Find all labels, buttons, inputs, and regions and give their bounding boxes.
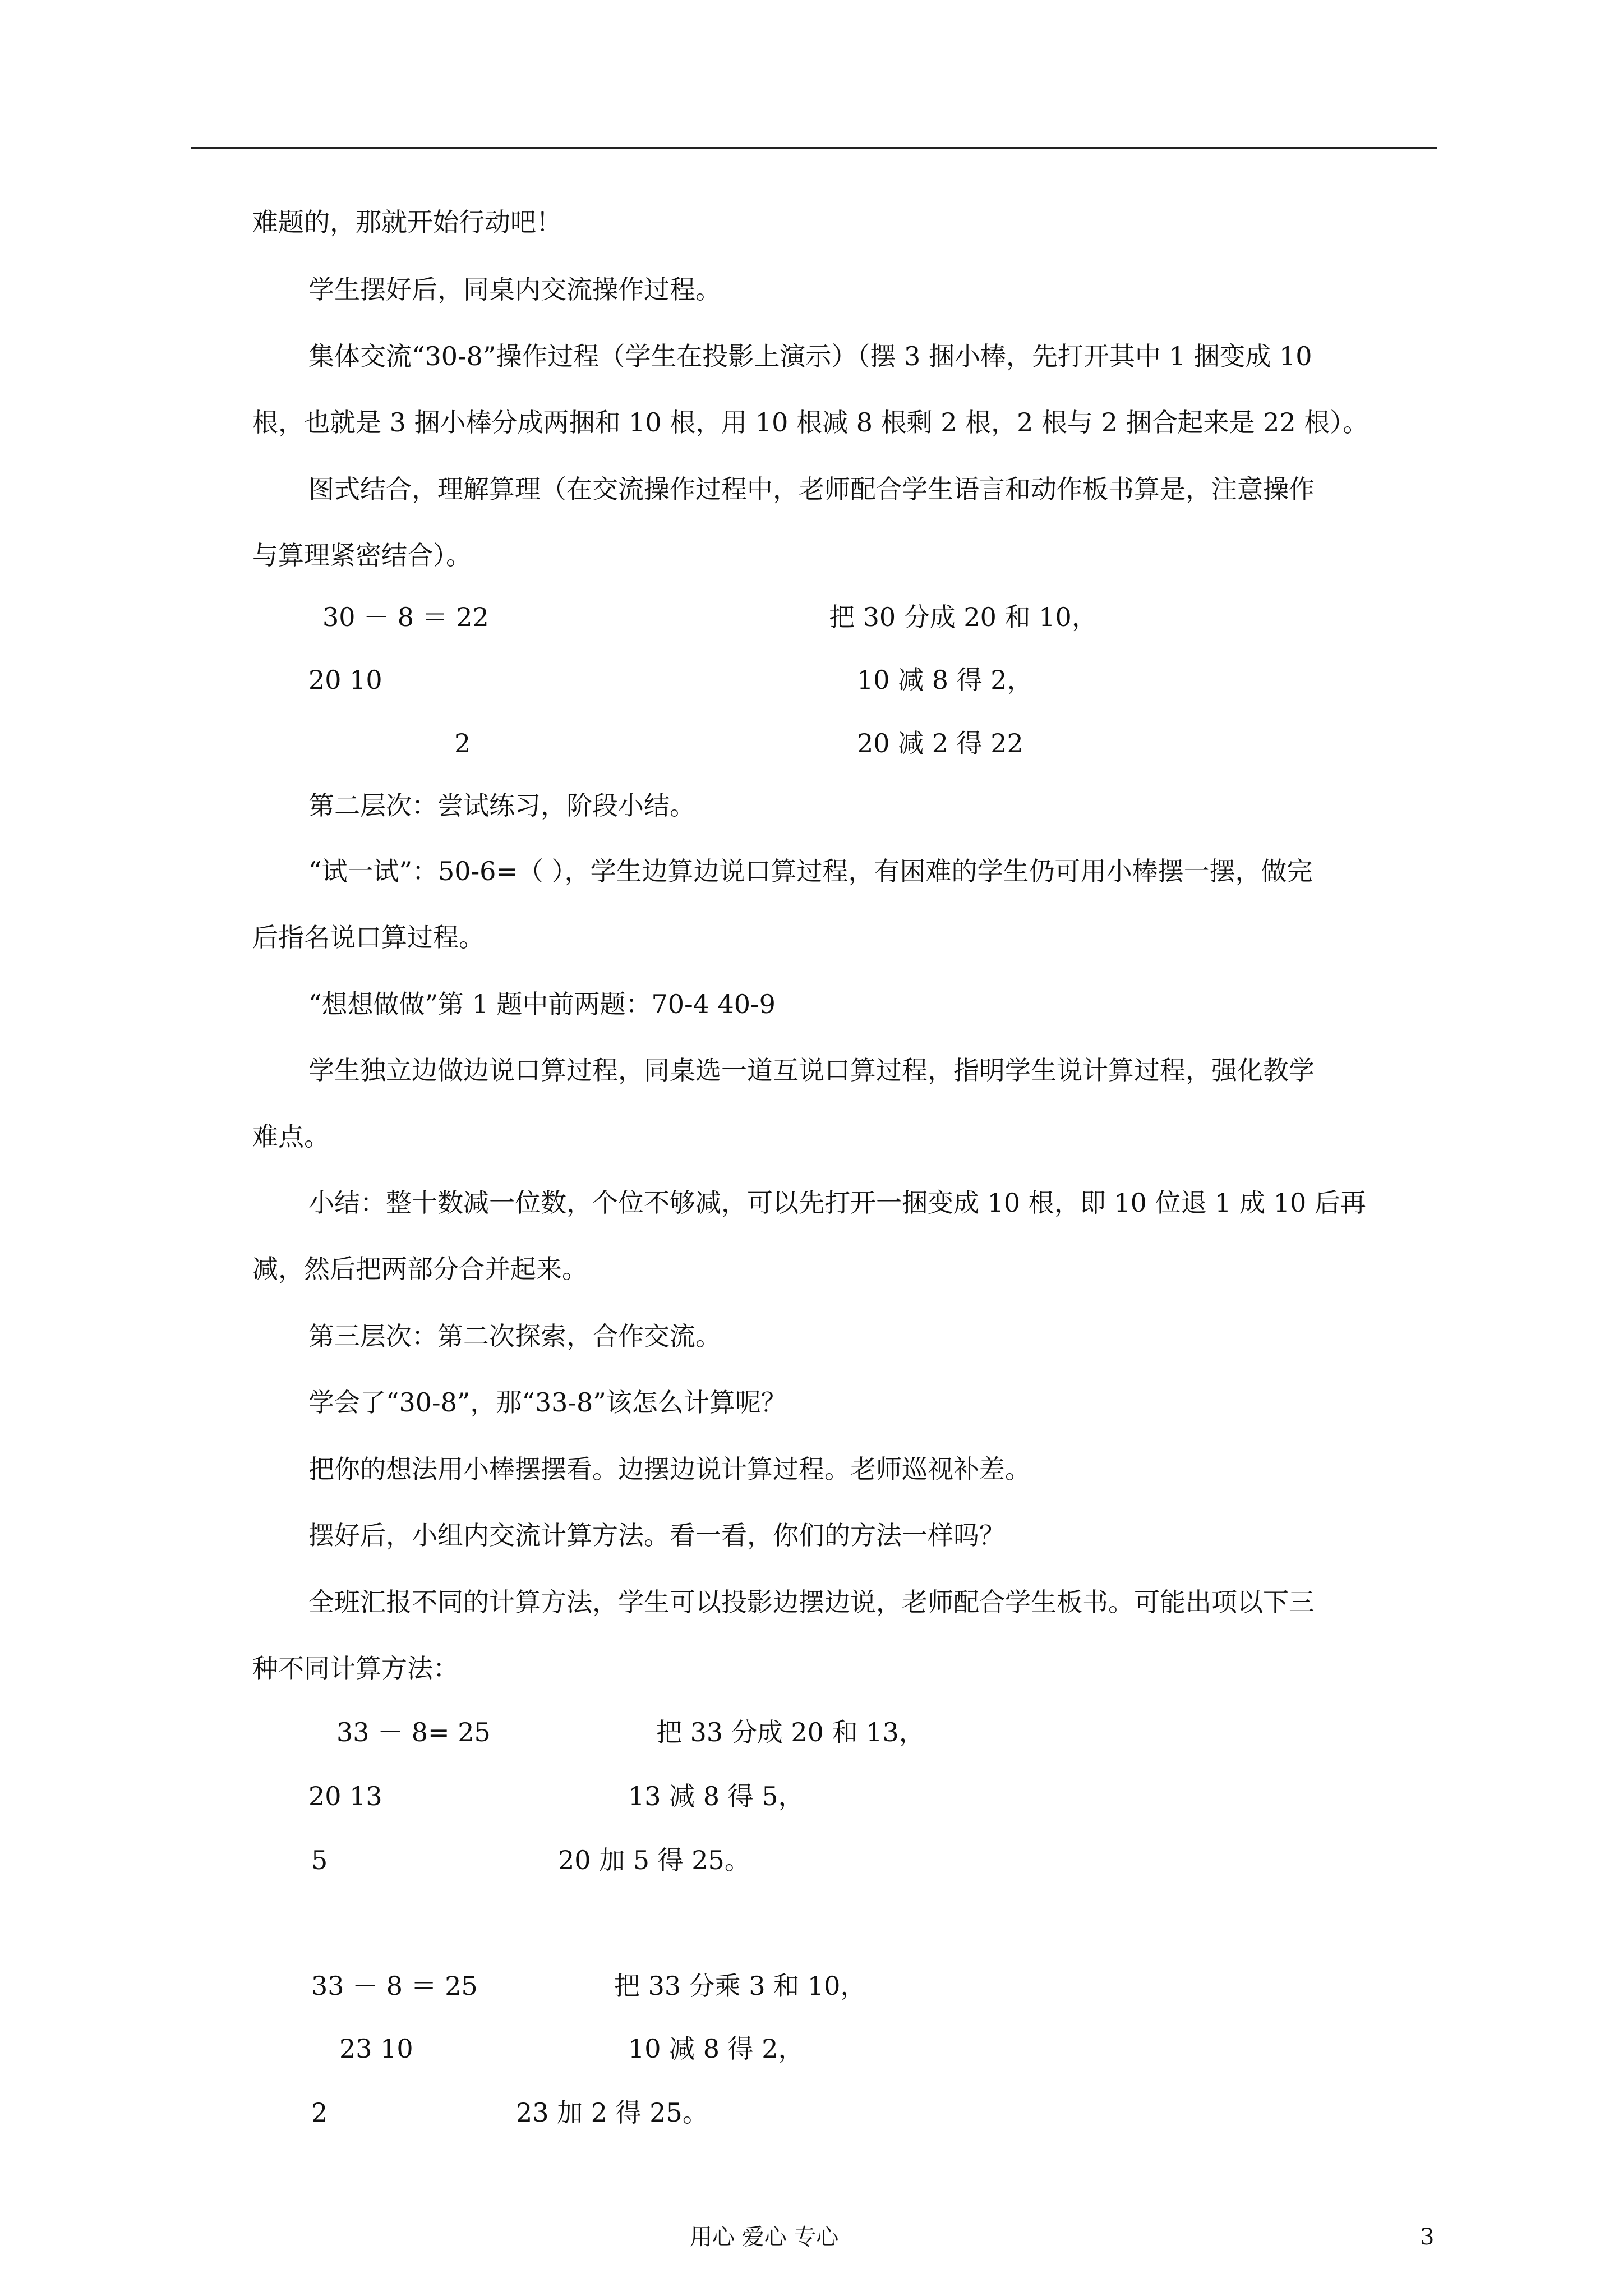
explanation-line: 10 减 8 得 2， — [628, 2033, 804, 2064]
text-line: 小结：整十数减一位数，个位不够减，可以先打开一捆变成 10 根，即 10 位退 1 成 10 后再 — [308, 1188, 1366, 1218]
text-line: 学生摆好后，同桌内交流操作过程。 — [308, 274, 721, 305]
text-line: 根，也就是 3 捆小棒分成两捆和 10 根，用 10 根减 8 根剩 2 根，2 根与 2 捆合起来是 22 根）。 — [252, 407, 1369, 438]
explanation-line: 把 33 分成 20 和 13， — [656, 1717, 925, 1747]
text-line: 第三层次：第二次探索，合作交流。 — [308, 1321, 721, 1351]
explanation-line: 23 加 2 得 25。 — [516, 2097, 708, 2128]
explanation-line: 20 减 2 得 22 — [857, 728, 1023, 758]
explanation-line: 13 减 8 得 5， — [628, 1781, 804, 1811]
footer-motto: 用心 爱心 专心 — [690, 2224, 839, 2250]
equation-line: 33 － 8= 25 — [336, 1717, 491, 1747]
text-line: “试一试”：50-6=（ ），学生边算边说口算过程，有困难的学生仍可用小棒摆一摆，做完 — [308, 856, 1313, 886]
text-line: 与算理紧密结合）。 — [252, 540, 472, 570]
text-line: 学生独立边做边说口算过程，同桌选一道互说口算过程，指明学生说计算过程，强化教学 — [308, 1055, 1315, 1085]
text-line: 后指名说口算过程。 — [252, 922, 485, 953]
text-line: 把你的想法用小棒摆摆看。边摆边说计算过程。老师巡视补差。 — [308, 1454, 1031, 1484]
explanation-line: 把 30 分成 20 和 10， — [829, 602, 1098, 632]
text-line: 种不同计算方法： — [252, 1653, 459, 1683]
text-line: 学会了“30-8”，那“33-8”该怎么计算呢？ — [308, 1387, 787, 1418]
explanation-line: 20 加 5 得 25。 — [558, 1845, 750, 1875]
split-line: 20 10 — [308, 665, 382, 695]
text-line: 减，然后把两部分合并起来。 — [252, 1254, 588, 1284]
split-line: 5 — [311, 1845, 328, 1875]
equation-line: 30 － 8 ＝ 22 — [322, 602, 489, 632]
text-line: 第二层次：尝试练习，阶段小结。 — [308, 790, 695, 821]
explanation-line: 把 33 分乘 3 和 10， — [614, 1971, 866, 2001]
text-line: 难题的，那就开始行动吧！ — [252, 207, 562, 237]
split-line: 20 13 — [308, 1781, 382, 1811]
text-line: 难点。 — [252, 1121, 330, 1152]
text-line: 图式结合，理解算理（在交流操作过程中，老师配合学生语言和动作板书算是，注意操作 — [308, 474, 1315, 504]
text-line: 全班汇报不同的计算方法，学生可以投影边摆边说，老师配合学生板书。可能出项以下三 — [308, 1587, 1315, 1617]
split-line: 2 — [311, 2097, 328, 2128]
text-line: 摆好后，小组内交流计算方法。看一看，你们的方法一样吗？ — [308, 1520, 1005, 1550]
page-number: 3 — [1420, 2224, 1435, 2250]
split-line: 23 10 — [339, 2033, 413, 2064]
explanation-line: 10 减 8 得 2， — [857, 665, 1033, 695]
equation-line: 33 － 8 ＝ 25 — [311, 1971, 478, 2001]
split-line: 2 — [454, 728, 471, 758]
text-line: “想想做做”第 1 题中前两题：70-4 40-9 — [308, 989, 776, 1019]
text-line: 集体交流“30-8”操作过程（学生在投影上演示）（摆 3 捆小棒，先打开其中 1 捆变成 10 — [308, 341, 1312, 371]
header-rule — [191, 147, 1437, 149]
